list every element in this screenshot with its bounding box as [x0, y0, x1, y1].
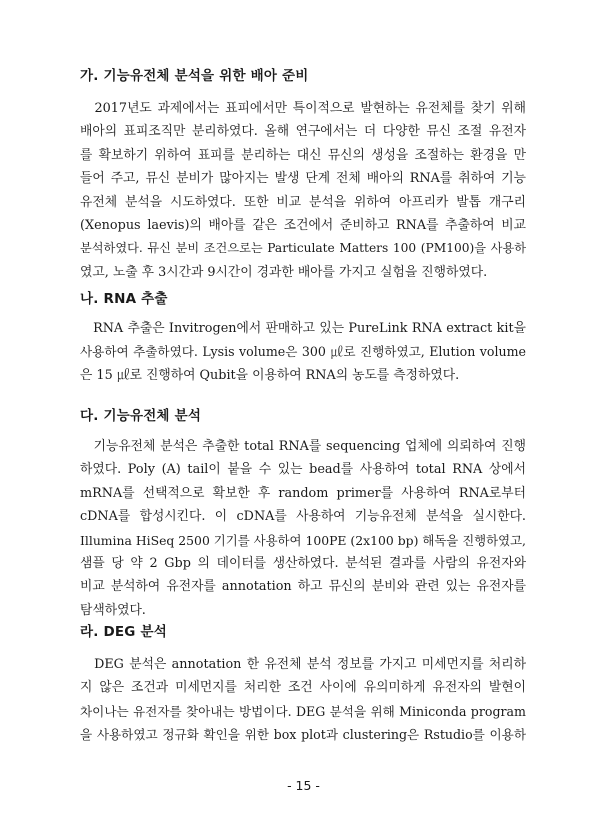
text-line: 지 않은 조건과 미세먼지를 처리한 조건 사이에 유의미하게 유전자의 발현이 [80, 680, 526, 696]
section-paragraph-da [80, 435, 526, 622]
text-line: 을 사용하였고 정규화 확인을 위한 box plot과 clustering은 Rstudio를 이용하 [80, 727, 526, 743]
text-line: Illumina HiSeq 2500 기기를 사용하여 100PE (2x100 bp) 해독을 진행하였고, [80, 532, 526, 548]
text-line: 분석하였다. 뮤신 분비 조건으로는 Particulate Matters 100 (PM100)을 사용하 [80, 241, 526, 256]
page-number: - 15 - [287, 778, 320, 793]
text-line: 유전체 분석을 시도하였다. 또한 비교 분석을 위하여 아프리카 발톱 개구리 [80, 194, 526, 210]
text-line: 들어 주고, 뮤신 분비가 많아지는 발생 단계 전체 배아의 RNA를 취하여 기능 [80, 171, 526, 187]
text-line: 차이나는 유전자를 찾아내는 방법이다. DEG 분석을 위해 Miniconda program [80, 703, 526, 719]
text-line: DEG 분석은 annotation 한 유전체 분석 정보를 가지고 미세먼지를 처리하 [80, 657, 526, 672]
text-line: 배아의 표피조직만 분리하였다. 올해 연구에서는 더 다양한 뮤신 조절 유전자 [80, 124, 526, 140]
section-paragraph-ga [80, 97, 526, 284]
text-line: 은 15 ㎕로 진행하여 Qubit을 이용하여 RNA의 농도를 측정하였다. [80, 367, 460, 383]
text-line: 였고, 노출 후 3시간과 9시간이 경과한 배아를 가지고 실험을 진행하였다. [80, 264, 488, 280]
text-line: (Xenopus laevis)의 배아를 같은 조건에서 준비하고 RNA를 추출하여 비교 [80, 217, 526, 233]
section-paragraph-ra [80, 653, 526, 747]
section-heading-na: 나. RNA 추출 [80, 291, 168, 307]
text-line: 샘플 당 약 2 Gbp 의 데이터를 생산하였다. 분석된 결과를 사람의 유전자와 [80, 555, 526, 571]
text-line: 2017년도 과제에서는 표피에서만 특이적으로 발현하는 유전체를 찾기 위해 [80, 101, 526, 116]
text-line: 를 확보하기 위하여 표피를 분리하는 대신 뮤신의 생성을 조절하는 환경을 만 [80, 147, 526, 163]
text-line: 사용하여 추출하였다. Lysis volume은 300 ㎕로 진행하였고, Elution volume [80, 344, 526, 360]
section-heading-ra: 라. DEG 분석 [80, 624, 167, 640]
section-paragraph-na [80, 317, 526, 387]
text-line: 비교 분석하여 유전자를 annotation 하고 뮤신의 분비와 관련 있는 유전자를 [80, 579, 526, 595]
section-heading-da: 다. 기능유전체 분석 [80, 408, 202, 424]
text-line: 하였다. Poly (A) tail이 붙을 수 있는 bead를 사용하여 total RNA 상에서 [80, 462, 526, 478]
text-line: 탐색하였다. [80, 602, 146, 618]
text-line: mRNA를 선택적으로 확보한 후 random primer를 사용하여 RNA로부터 [80, 485, 526, 501]
section-heading-ga: 가. 기능유전체 분석을 위한 배아 준비 [80, 68, 309, 84]
text-line: 기능유전체 분석은 추출한 total RNA를 sequencing 업체에 의뢰하여 진행 [80, 439, 526, 454]
text-line: RNA 추출은 Invitrogen에서 판매하고 있는 PureLink RNA extract kit을 [80, 321, 526, 336]
text-line: cDNA를 합성시킨다. 이 cDNA를 사용하여 기능유전체 분석을 실시한다. [80, 509, 526, 525]
